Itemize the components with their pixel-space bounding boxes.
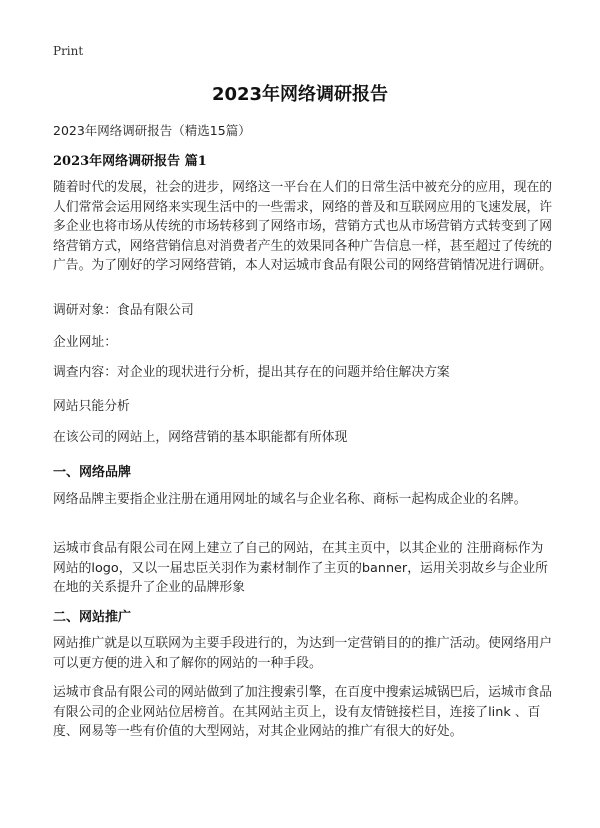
paragraph-intro: 随着时代的发展，社会的进步，网络这一平台在人们的日常生活中被充分的应用，现在的人们常常会运用网络来实现生活中的一些需求，网络的普及和互联网应用的飞速发展，许多企业也将市场从传统的市场转移到了网络市场，营销方式也从市场营销方式转变到了网络营销方式，网络营销信息对消费者产生的效果同各种广告信息一样，甚至超过了传统的广告。为了刚好的学习网络营销，本人对运城市食品有限公司的网络营销情况进行调研。 bbox=[53, 180, 553, 273]
paragraph-company-website: 企业网址： bbox=[53, 335, 117, 350]
paragraph-brand-definition: 网络品牌主要指企业注册在通用网址的域名与企业名称、商标一起构成企业的名牌。 bbox=[53, 492, 527, 507]
paragraph-marketing-functions: 在该公司的网站上，网络营销的基本职能都有所体现 bbox=[53, 430, 348, 445]
paragraph-brand-example: 运城市食品有限公司在网上建立了自己的网站，在其主页中，以其企业的 注册商标作为网站的logo，又以一届忠臣关羽作为素材制作了主页的banner，运用关羽故乡与企业所在地的关系提升了企业的品牌形象 bbox=[53, 541, 548, 595]
print-label: Print bbox=[53, 44, 84, 58]
heading-website-promotion: 二、网站推广 bbox=[53, 610, 132, 625]
heading-network-brand: 一、网络品牌 bbox=[53, 465, 132, 480]
section-heading: 2023年网络调研报告 篇1 bbox=[53, 154, 207, 169]
document-title: 2023年网络调研报告 bbox=[211, 84, 389, 105]
paragraph-research-target: 调研对象：食品有限公司 bbox=[53, 303, 194, 318]
paragraph-website-analysis: 网站只能分析 bbox=[53, 399, 130, 414]
document-subtitle: 2023年网络调研报告（精选15篇） bbox=[53, 123, 251, 138]
paragraph-promotion-definition: 网站推广就是以互联网为主要手段进行的，为达到一定营销目的的推广活动。使网络用户可以更方便的进入和了解你的网站的一种手段。 bbox=[53, 636, 553, 671]
paragraph-survey-content: 调查内容：对企业的现状进行分析，提出其存在的问题并给住解决方案 bbox=[53, 365, 450, 380]
paragraph-promotion-example: 运城市食品有限公司的网站做到了加注搜索引擎，在百度中搜索运城锅巴后，运城市食品有限公司的企业网站位居榜首。在其网站主页上，设有友情链接栏目，连接了link 、百度、网易等一些有价值的大型网站，对其企业网站的推广有很大的好处。 bbox=[53, 685, 553, 739]
